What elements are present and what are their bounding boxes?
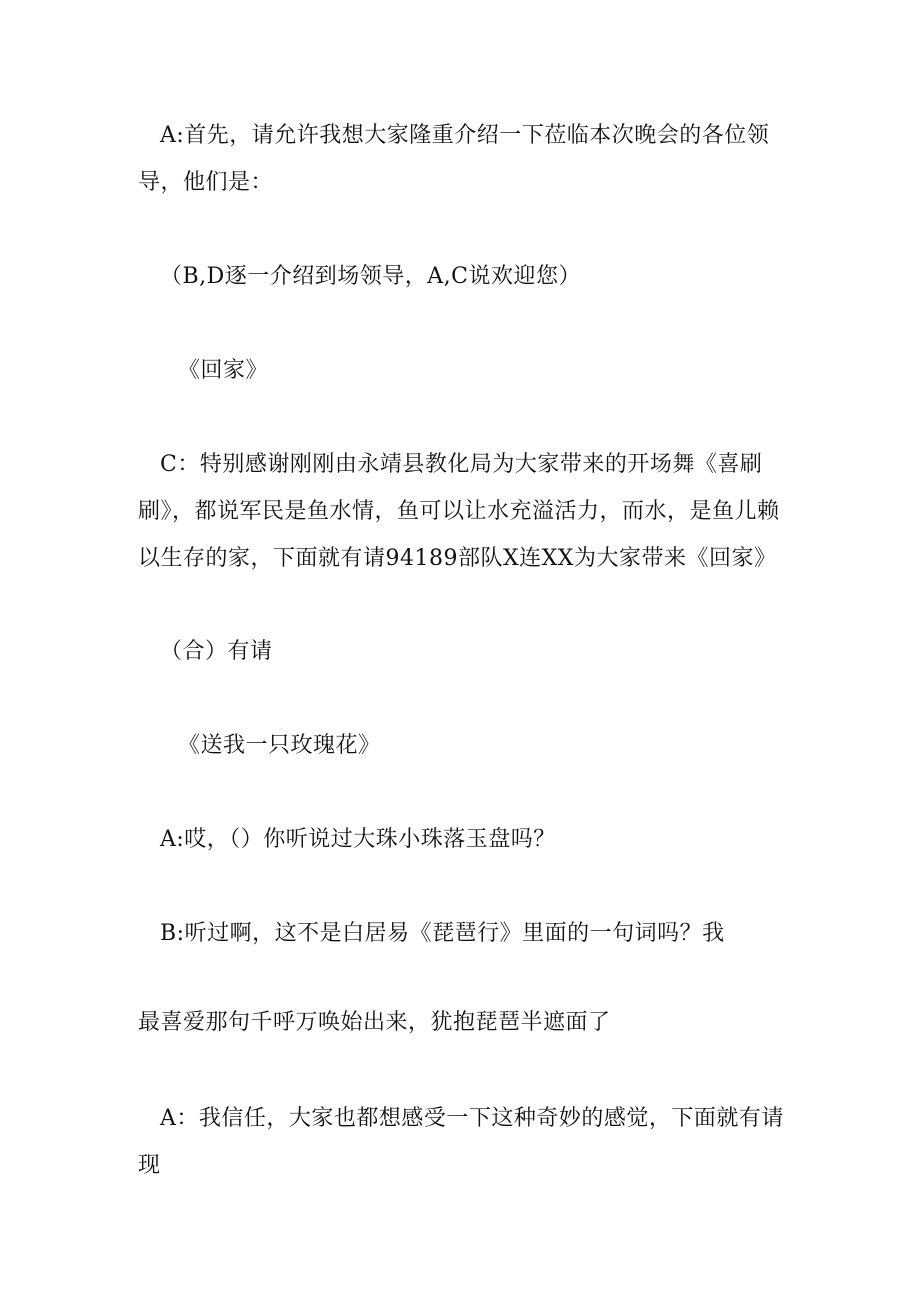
paragraph-host-c: C：特别感谢刚刚由永靖县教化局为大家带来的开场舞《喜刷刷》，都说军民是鱼水情，鱼可以让水充溢活力，而水，是鱼儿赖以生存的家，下面就有请94189部队X连XX为大家带来《回家》: [138, 452, 780, 571]
program-title-huijia: 《回家》: [178, 358, 269, 383]
paragraph-host-b-continued: 最喜爱那句千呼万唤始出来，犹抱琵琶半遮面了: [138, 1010, 611, 1035]
paragraph-together-invite: （合）有请: [160, 639, 273, 664]
paragraph-host-a-closing: A：我信任，大家也都想感受一下这种奇妙的感觉，下面就有请现: [138, 1106, 784, 1178]
paragraph-host-a-question: A:哎，（）你听说过大珠小珠落玉盘吗？: [160, 827, 556, 852]
paragraph-host-a-intro: A:首先，请允许我想大家隆重介绍一下莅临本次晚会的各位领导，他们是：: [138, 123, 770, 195]
program-title-rose: 《送我一只玫瑰花》: [178, 733, 381, 758]
paragraph-stage-direction: （B,D逐一介绍到场领导，A,C说欢迎您）: [160, 264, 582, 289]
paragraph-host-b-reply: B:听过啊，这不是白居易《琵琶行》里面的一句词吗？我: [160, 921, 725, 946]
